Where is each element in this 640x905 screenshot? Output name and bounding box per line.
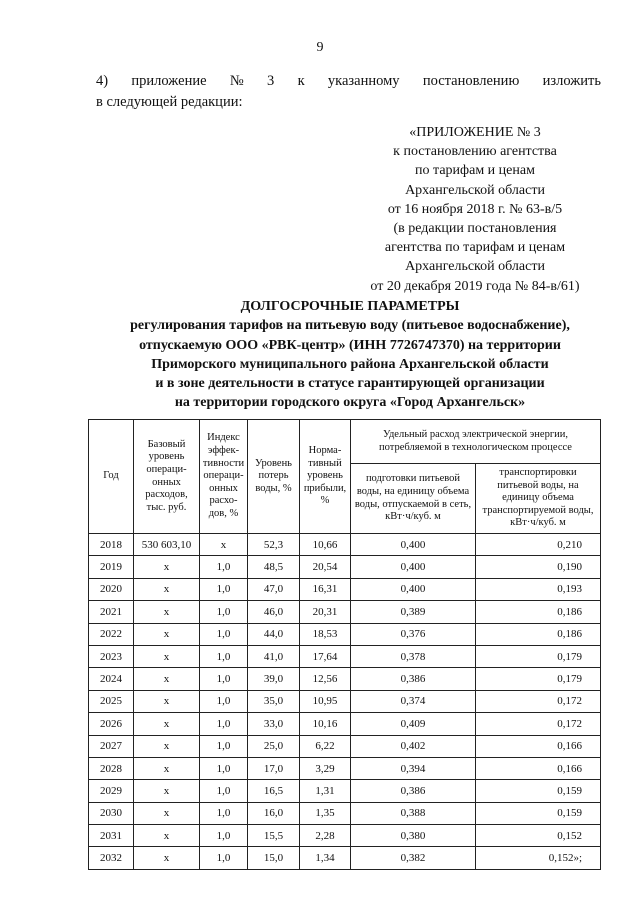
table-row <box>89 623 601 645</box>
cell-efficiency-index: 1,0 <box>200 802 248 824</box>
cell-transportation: 0,186 <box>476 623 601 645</box>
cell-year: 2032 <box>89 847 134 869</box>
cell-base-level: х <box>134 578 200 600</box>
cell-base-level: х <box>134 847 200 869</box>
cell-efficiency-index: 1,0 <box>200 735 248 757</box>
appendix-line: Архангельской области <box>405 259 545 275</box>
cell-profit-level: 17,64 <box>300 645 351 667</box>
appendix-line: от 20 декабря 2019 года № 84-в/61) <box>370 278 580 294</box>
cell-water-loss: 47,0 <box>248 578 300 600</box>
heading-line: регулирования тарифов на питьевую воду (питьевое водоснабжение), <box>130 318 570 334</box>
cell-year: 2025 <box>89 690 134 712</box>
cell-profit-level: 10,16 <box>300 713 351 735</box>
heading-line: на территории городского округа «Город Архангельск» <box>174 395 526 411</box>
cell-base-level: х <box>134 713 200 735</box>
cell-base-level: х <box>134 623 200 645</box>
cell-efficiency-index: 1,0 <box>200 847 248 869</box>
intro-word: постановлению <box>422 73 520 89</box>
appendix-line: «ПРИЛОЖЕНИЕ № 3 <box>409 125 541 140</box>
cell-efficiency-index: 1,0 <box>200 601 248 623</box>
cell-base-level: х <box>134 601 200 623</box>
document-heading <box>60 297 640 413</box>
cell-efficiency-index: 1,0 <box>200 556 248 578</box>
cell-year: 2020 <box>89 578 134 600</box>
cell-preparation: 0,388 <box>351 802 476 824</box>
header-water-loss: Уровень потерь воды, % <box>248 420 300 534</box>
cell-transportation: 0,193 <box>476 578 601 600</box>
table-row <box>89 825 601 847</box>
appendix-block <box>330 123 620 296</box>
cell-year: 2030 <box>89 802 134 824</box>
table-body <box>89 534 601 870</box>
cell-transportation: 0,179 <box>476 645 601 667</box>
cell-profit-level: 10,66 <box>300 534 351 556</box>
cell-preparation: 0,402 <box>351 735 476 757</box>
cell-efficiency-index: 1,0 <box>200 825 248 847</box>
header-efficiency-index: Индекс эффек-тивности операци-онных расхо-дов, % <box>200 420 248 534</box>
cell-water-loss: 25,0 <box>248 735 300 757</box>
header-base-level: Базовый уровень операци-онных расходов, тыс. руб. <box>134 420 200 534</box>
cell-base-level: х <box>134 757 200 779</box>
cell-profit-level: 3,29 <box>300 757 351 779</box>
cell-transportation: 0,159 <box>476 780 601 802</box>
cell-year: 2026 <box>89 713 134 735</box>
cell-preparation: 0,386 <box>351 780 476 802</box>
intro-word: приложение <box>131 73 207 89</box>
cell-preparation: 0,380 <box>351 825 476 847</box>
cell-year: 2028 <box>89 757 134 779</box>
cell-water-loss: 15,5 <box>248 825 300 847</box>
cell-efficiency-index: 1,0 <box>200 578 248 600</box>
cell-preparation: 0,374 <box>351 690 476 712</box>
cell-preparation: 0,376 <box>351 623 476 645</box>
cell-efficiency-index: х <box>200 534 248 556</box>
cell-base-level: х <box>134 802 200 824</box>
appendix-line: по тарифам и ценам <box>415 163 535 179</box>
cell-preparation: 0,409 <box>351 713 476 735</box>
table-row <box>89 601 601 623</box>
cell-profit-level: 1,34 <box>300 847 351 869</box>
intro-word: 3 <box>267 73 275 89</box>
cell-year: 2027 <box>89 735 134 757</box>
table-row <box>89 578 601 600</box>
cell-transportation: 0,166 <box>476 735 601 757</box>
tariff-parameters-table <box>88 419 601 870</box>
cell-transportation: 0,210 <box>476 534 601 556</box>
table-row <box>89 713 601 735</box>
cell-efficiency-index: 1,0 <box>200 690 248 712</box>
cell-profit-level: 18,53 <box>300 623 351 645</box>
intro-word: к <box>297 73 305 89</box>
cell-efficiency-index: 1,0 <box>200 645 248 667</box>
cell-base-level: х <box>134 690 200 712</box>
cell-year: 2023 <box>89 645 134 667</box>
cell-year: 2031 <box>89 825 134 847</box>
cell-preparation: 0,394 <box>351 757 476 779</box>
cell-efficiency-index: 1,0 <box>200 713 248 735</box>
cell-water-loss: 41,0 <box>248 645 300 667</box>
intro-word: 4) <box>96 73 109 89</box>
cell-profit-level: 20,54 <box>300 556 351 578</box>
cell-profit-level: 1,31 <box>300 780 351 802</box>
cell-profit-level: 2,28 <box>300 825 351 847</box>
intro-word: указанному <box>327 73 400 89</box>
cell-preparation: 0,400 <box>351 578 476 600</box>
cell-transportation: 0,152 <box>476 825 601 847</box>
table-row <box>89 847 601 869</box>
appendix-line: (в редакции постановления <box>393 221 557 237</box>
cell-transportation: 0,166 <box>476 757 601 779</box>
cell-profit-level: 10,95 <box>300 690 351 712</box>
table-row <box>89 735 601 757</box>
cell-water-loss: 15,0 <box>248 847 300 869</box>
intro-word: изложить <box>542 73 601 89</box>
appendix-line: от 16 ноября 2018 г. № 63-в/5 <box>387 201 563 217</box>
table-row <box>89 780 601 802</box>
cell-efficiency-index: 1,0 <box>200 623 248 645</box>
cell-water-loss: 44,0 <box>248 623 300 645</box>
cell-preparation: 0,378 <box>351 645 476 667</box>
cell-water-loss: 48,5 <box>248 556 300 578</box>
cell-base-level: х <box>134 780 200 802</box>
cell-transportation: 0,159 <box>476 802 601 824</box>
cell-year: 2021 <box>89 601 134 623</box>
cell-efficiency-index: 1,0 <box>200 757 248 779</box>
cell-transportation: 0,152»; <box>476 847 601 869</box>
cell-transportation: 0,172 <box>476 690 601 712</box>
cell-water-loss: 52,3 <box>248 534 300 556</box>
cell-preparation: 0,386 <box>351 668 476 690</box>
cell-transportation: 0,190 <box>476 556 601 578</box>
cell-base-level: х <box>134 735 200 757</box>
intro-line-1 <box>96 73 601 90</box>
cell-water-loss: 16,0 <box>248 802 300 824</box>
cell-profit-level: 6,22 <box>300 735 351 757</box>
header-energy-group: Удельный расход электрической энергии, потребляемой в технологическом процессе <box>351 420 601 464</box>
heading-line: отпускаемую ООО «РВК-центр» (ИНН 7726747370) на территории <box>139 337 561 353</box>
header-preparation: подготовки питьевой воды, на единицу объема воды, отпускаемой в сеть, кВт·ч/куб. м <box>351 464 476 534</box>
cell-base-level: х <box>134 645 200 667</box>
cell-transportation: 0,172 <box>476 713 601 735</box>
heading-line: Приморского муниципального района Архангельской области <box>151 356 549 372</box>
cell-year: 2024 <box>89 668 134 690</box>
cell-profit-level: 12,56 <box>300 668 351 690</box>
cell-efficiency-index: 1,0 <box>200 780 248 802</box>
table-row <box>89 690 601 712</box>
header-profit-level: Норма-тивный уровень прибыли, % <box>300 420 351 534</box>
cell-base-level: х <box>134 556 200 578</box>
cell-water-loss: 35,0 <box>248 690 300 712</box>
cell-year: 2022 <box>89 623 134 645</box>
cell-preparation: 0,400 <box>351 534 476 556</box>
cell-transportation: 0,179 <box>476 668 601 690</box>
cell-transportation: 0,186 <box>476 601 601 623</box>
appendix-line: к постановлению агентства <box>393 144 557 160</box>
table-row <box>89 534 601 556</box>
table-row <box>89 802 601 824</box>
table-row <box>89 645 601 667</box>
cell-year: 2019 <box>89 556 134 578</box>
cell-base-level: 530 603,10 <box>134 534 200 556</box>
cell-efficiency-index: 1,0 <box>200 668 248 690</box>
cell-water-loss: 39,0 <box>248 668 300 690</box>
table-row <box>89 757 601 779</box>
cell-water-loss: 17,0 <box>248 757 300 779</box>
cell-profit-level: 16,31 <box>300 578 351 600</box>
cell-water-loss: 46,0 <box>248 601 300 623</box>
cell-preparation: 0,400 <box>351 556 476 578</box>
cell-year: 2018 <box>89 534 134 556</box>
cell-water-loss: 16,5 <box>248 780 300 802</box>
table-row <box>89 668 601 690</box>
cell-year: 2029 <box>89 780 134 802</box>
cell-preparation: 0,389 <box>351 601 476 623</box>
heading-line: ДОЛГОСРОЧНЫЕ ПАРАМЕТРЫ <box>240 299 460 314</box>
cell-profit-level: 1,35 <box>300 802 351 824</box>
intro-word: № <box>229 73 244 89</box>
table-row <box>89 556 601 578</box>
cell-water-loss: 33,0 <box>248 713 300 735</box>
intro-line-2: в следующей редакции: <box>96 94 243 110</box>
cell-preparation: 0,382 <box>351 847 476 869</box>
heading-line: и в зоне деятельности в статусе гарантирующей организации <box>155 376 545 392</box>
appendix-line: Архангельской области <box>405 182 545 198</box>
cell-base-level: х <box>134 668 200 690</box>
appendix-line: агентства по тарифам и ценам <box>384 240 566 256</box>
cell-base-level: х <box>134 825 200 847</box>
header-year: Год <box>89 420 134 534</box>
cell-profit-level: 20,31 <box>300 601 351 623</box>
header-transportation: транспортировки питьевой воды, на единицу объема транспортируемой воды, кВт·ч/куб. м <box>476 464 601 534</box>
page-number: 9 <box>316 40 324 55</box>
